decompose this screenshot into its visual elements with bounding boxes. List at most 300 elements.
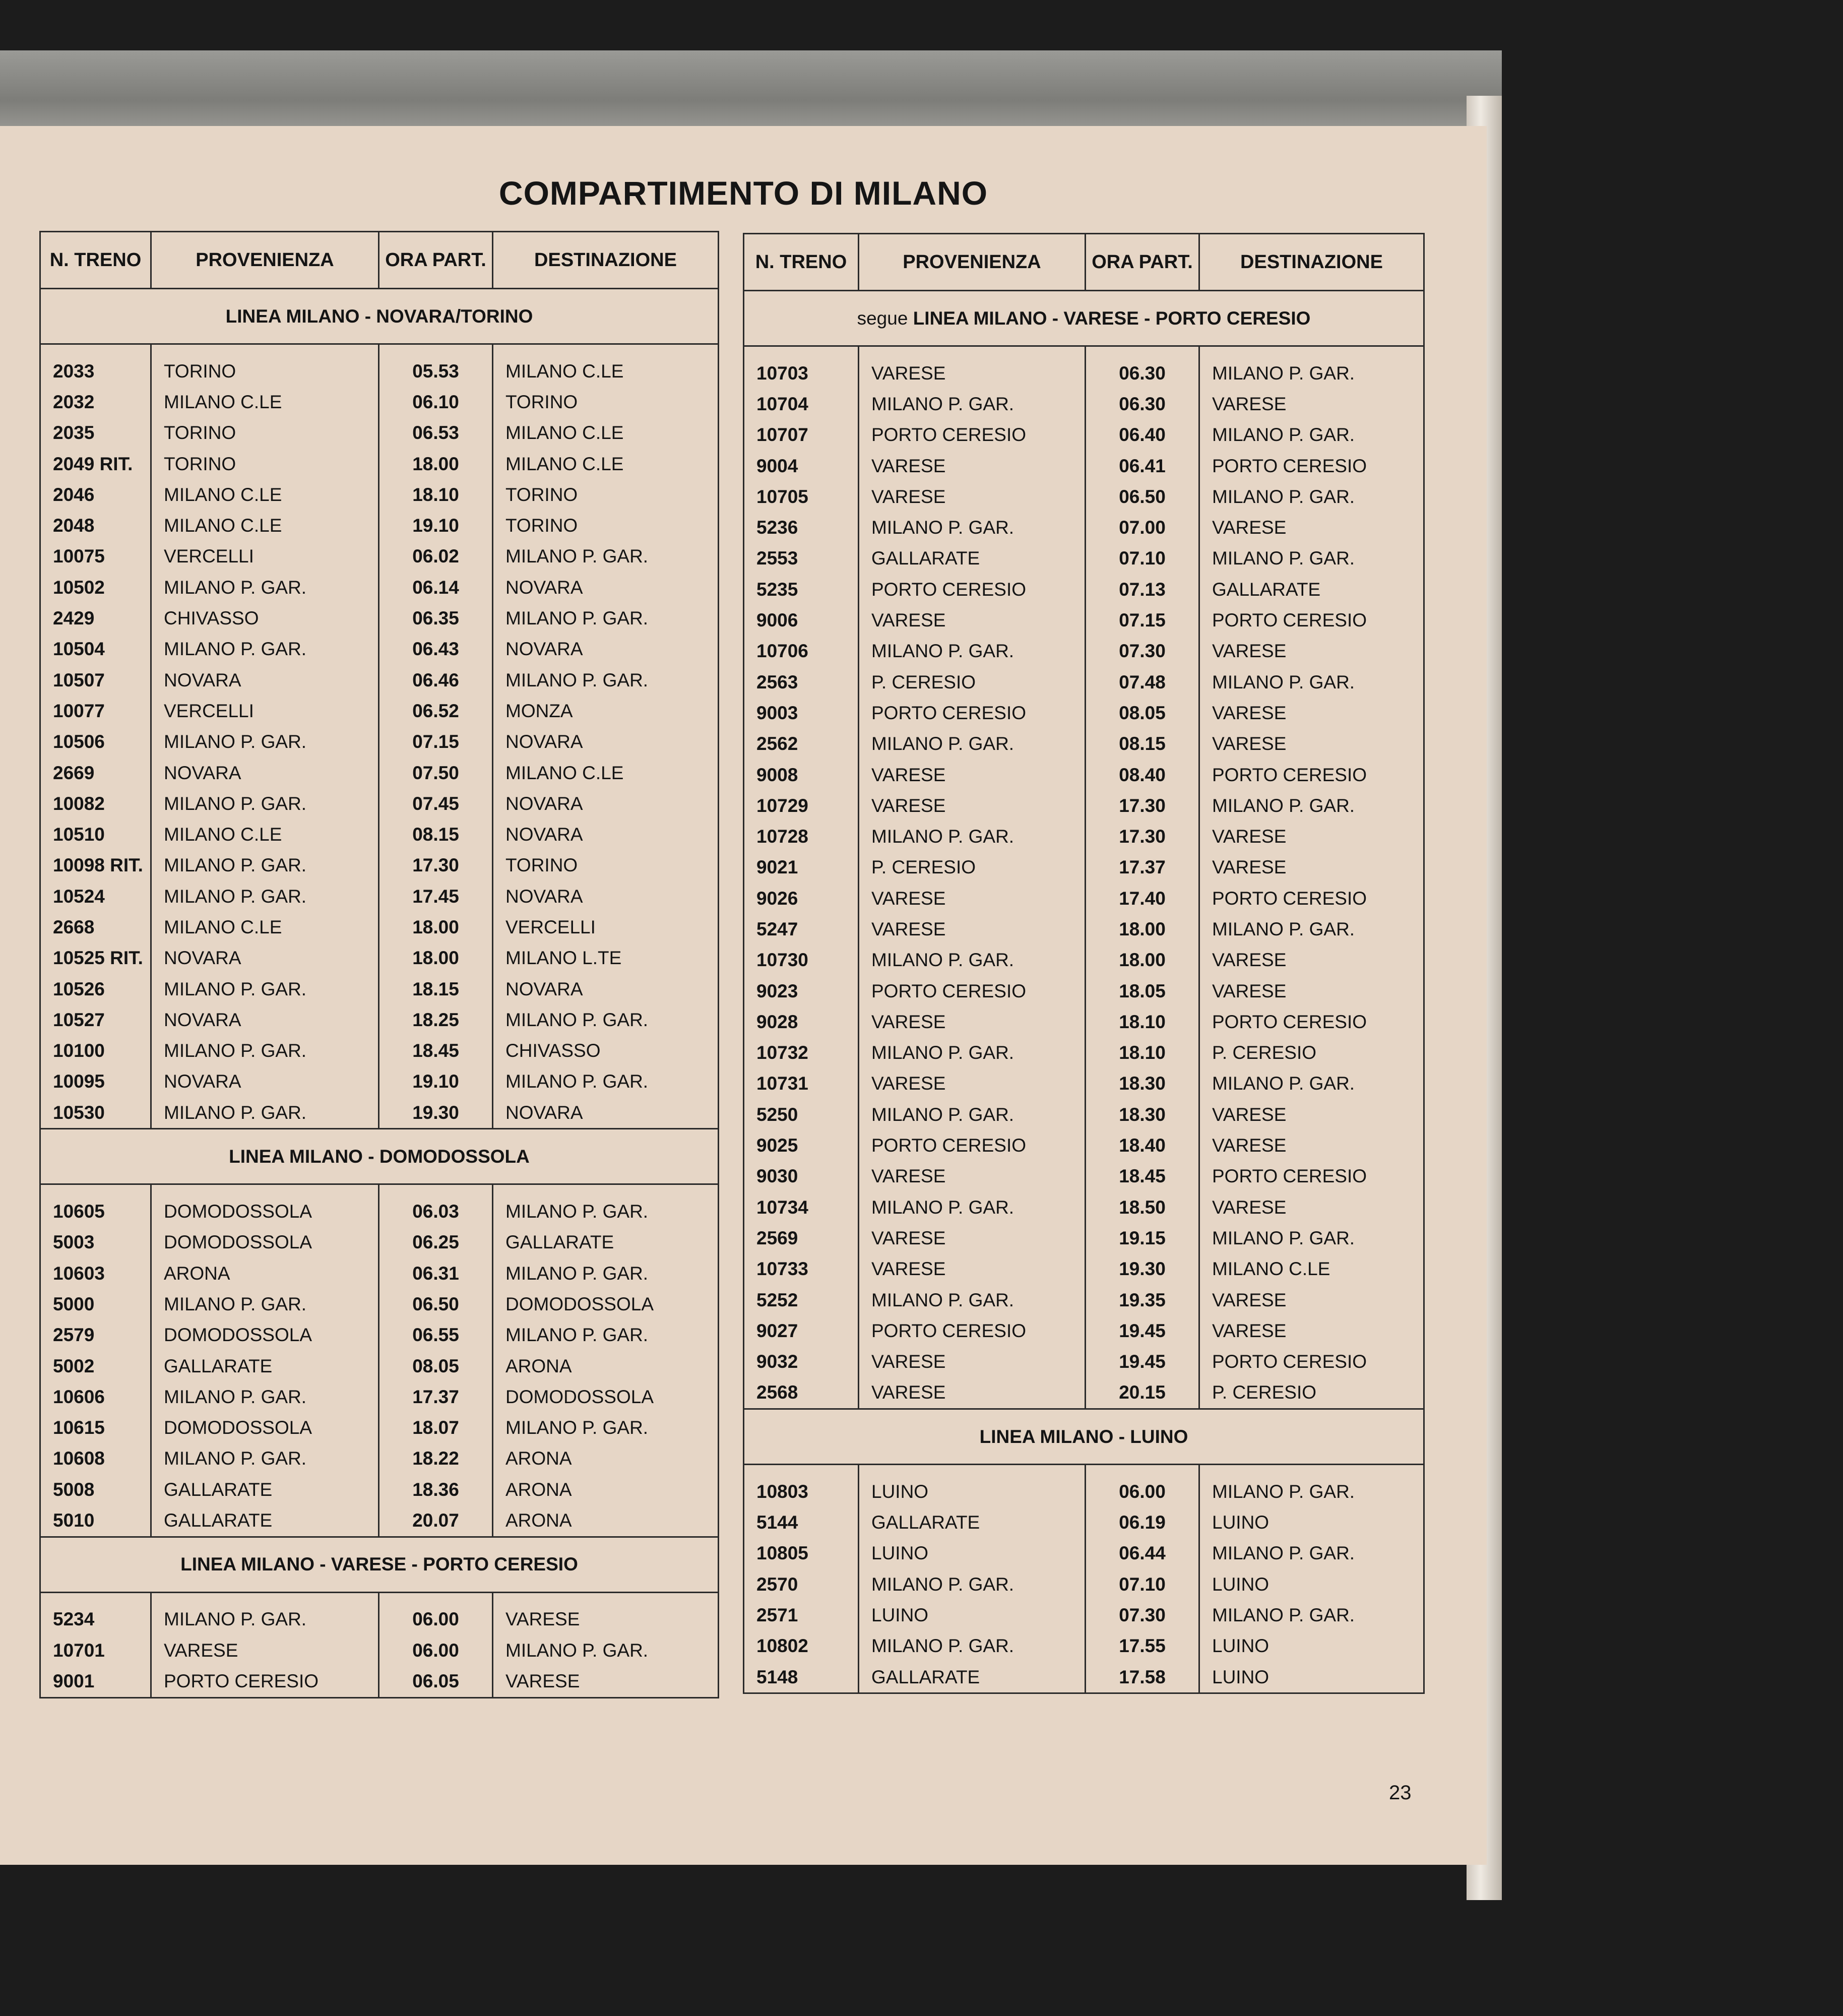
- table-row: [40, 603, 719, 634]
- destination-cell: VARESE: [1199, 852, 1424, 883]
- table-row: [744, 945, 1424, 976]
- destination-cell: MILANO P. GAR.: [493, 1320, 719, 1351]
- departure-time-cell: 07.50: [379, 758, 493, 788]
- page-number: 23: [1389, 1782, 1412, 1804]
- section-prefix: segue: [857, 307, 908, 329]
- origin-cell: GALLARATE: [151, 1351, 379, 1381]
- origin-cell: GALLARATE: [151, 1474, 379, 1505]
- destination-cell: MILANO P. GAR.: [1199, 1476, 1424, 1507]
- origin-cell: MILANO P. GAR.: [859, 389, 1086, 419]
- train-number-cell: 2579: [40, 1320, 151, 1351]
- departure-time-cell: 18.30: [1086, 1068, 1199, 1099]
- table-row: [744, 852, 1424, 883]
- train-number-cell: 10526: [40, 974, 151, 1004]
- origin-cell: MILANO P. GAR.: [859, 945, 1086, 976]
- departure-time-cell: 18.05: [1086, 976, 1199, 1006]
- table-row: [744, 1285, 1424, 1315]
- origin-cell: P. CERESIO: [859, 852, 1086, 883]
- departure-time-cell: 17.58: [1086, 1662, 1199, 1693]
- departure-time-cell: 06.00: [379, 1635, 493, 1666]
- origin-cell: LUINO: [859, 1476, 1086, 1507]
- origin-cell: MILANO P. GAR.: [859, 1631, 1086, 1662]
- table-row: [744, 543, 1424, 574]
- train-number-cell: 10704: [744, 389, 859, 419]
- table-row: [744, 481, 1424, 512]
- train-number-cell: 10606: [40, 1381, 151, 1412]
- table-row: [744, 698, 1424, 728]
- departure-time-cell: 19.30: [1086, 1254, 1199, 1285]
- header-origin: PROVENIENZA: [151, 232, 379, 289]
- origin-cell: MILANO P. GAR.: [151, 1604, 379, 1635]
- table-row: [40, 727, 719, 758]
- origin-cell: PORTO CERESIO: [151, 1666, 379, 1697]
- table-row: [744, 1223, 1424, 1253]
- origin-cell: VERCELLI: [151, 541, 379, 572]
- departure-time-cell: 17.37: [379, 1381, 493, 1412]
- departure-time-cell: 07.15: [379, 727, 493, 758]
- departure-time-cell: 06.30: [1086, 358, 1199, 389]
- departure-time-cell: 19.35: [1086, 1285, 1199, 1315]
- train-number-cell: 5010: [40, 1505, 151, 1537]
- destination-cell: MILANO L.TE: [493, 943, 719, 974]
- origin-cell: VARESE: [151, 1635, 379, 1666]
- departure-time-cell: 17.55: [1086, 1631, 1199, 1662]
- train-number-cell: 2563: [744, 667, 859, 698]
- departure-time-cell: 06.40: [1086, 420, 1199, 451]
- destination-cell: ARONA: [493, 1505, 719, 1537]
- origin-cell: NOVARA: [151, 1066, 379, 1097]
- destination-cell: MILANO P. GAR.: [493, 603, 719, 634]
- train-number-cell: 5235: [744, 574, 859, 605]
- train-number-cell: 2032: [40, 387, 151, 417]
- table-row: [744, 1254, 1424, 1285]
- spacer-cell: [40, 1184, 151, 1196]
- departure-time-cell: 17.30: [379, 850, 493, 881]
- origin-cell: MILANO C.LE: [151, 819, 379, 850]
- origin-cell: GALLARATE: [859, 1507, 1086, 1538]
- spacer-cell: [379, 344, 493, 356]
- departure-time-cell: 08.15: [379, 819, 493, 850]
- destination-cell: VERCELLI: [493, 912, 719, 942]
- train-number-cell: 2668: [40, 912, 151, 942]
- train-number-cell: 5003: [40, 1227, 151, 1258]
- table-row: [40, 449, 719, 479]
- header-train-number: N. TRENO: [40, 232, 151, 289]
- train-number-cell: 10731: [744, 1068, 859, 1099]
- destination-cell: LUINO: [1199, 1662, 1424, 1693]
- departure-time-cell: 20.15: [1086, 1377, 1199, 1409]
- table-row: [40, 1258, 719, 1289]
- origin-cell: P. CERESIO: [859, 667, 1086, 698]
- departure-time-cell: 18.00: [379, 943, 493, 974]
- origin-cell: MILANO P. GAR.: [151, 1097, 379, 1129]
- departure-time-cell: 07.10: [1086, 543, 1199, 574]
- train-number-cell: 10705: [744, 481, 859, 512]
- destination-cell: VARESE: [1199, 1192, 1424, 1223]
- table-row: [40, 1036, 719, 1066]
- origin-cell: MILANO P. GAR.: [859, 1192, 1086, 1223]
- destination-cell: MILANO P. GAR.: [1199, 667, 1424, 698]
- destination-cell: MILANO C.LE: [493, 449, 719, 479]
- origin-cell: VARESE: [859, 790, 1086, 821]
- destination-cell: LUINO: [1199, 1569, 1424, 1600]
- spacer-cell: [1086, 1465, 1199, 1477]
- departure-time-cell: 06.53: [379, 418, 493, 449]
- train-number-cell: 10605: [40, 1196, 151, 1227]
- destination-cell: TORINO: [493, 850, 719, 881]
- origin-cell: PORTO CERESIO: [859, 420, 1086, 451]
- table-row: [40, 1320, 719, 1351]
- train-number-cell: 2562: [744, 729, 859, 760]
- destination-cell: TORINO: [493, 479, 719, 510]
- spacer-cell: [151, 1592, 379, 1604]
- origin-cell: MILANO P. GAR.: [151, 1036, 379, 1066]
- origin-cell: VARESE: [859, 1161, 1086, 1192]
- header-origin: PROVENIENZA: [859, 234, 1086, 291]
- departure-time-cell: 07.13: [1086, 574, 1199, 605]
- origin-cell: MILANO P. GAR.: [151, 850, 379, 881]
- train-number-cell: 9025: [744, 1130, 859, 1161]
- table-row: [40, 943, 719, 974]
- destination-cell: ARONA: [493, 1443, 719, 1474]
- destination-cell: VARESE: [1199, 389, 1424, 419]
- destination-cell: NOVARA: [493, 819, 719, 850]
- destination-cell: DOMODOSSOLA: [493, 1381, 719, 1412]
- section-spacer: [40, 1592, 719, 1604]
- departure-time-cell: 08.05: [1086, 698, 1199, 728]
- destination-cell: VARESE: [1199, 1285, 1424, 1315]
- table-row: [40, 1635, 719, 1666]
- destination-cell: PORTO CERESIO: [1199, 451, 1424, 481]
- train-number-cell: 5250: [744, 1099, 859, 1130]
- table-row: [744, 420, 1424, 451]
- section-header-row: [744, 1409, 1424, 1465]
- section-name: LINEA MILANO - NOVARA/TORINO: [225, 305, 533, 327]
- departure-time-cell: 08.05: [379, 1351, 493, 1381]
- table-row: [40, 418, 719, 449]
- table-row: [40, 974, 719, 1004]
- table-row: [40, 479, 719, 510]
- origin-cell: MILANO P. GAR.: [151, 1443, 379, 1474]
- train-number-cell: 5002: [40, 1351, 151, 1381]
- section-name: LINEA MILANO - VARESE - PORTO CERESIO: [913, 307, 1311, 329]
- destination-cell: MILANO P. GAR.: [1199, 1068, 1424, 1099]
- section-header-row: [744, 291, 1424, 346]
- table-row: [40, 1666, 719, 1697]
- destination-cell: MILANO C.LE: [1199, 1254, 1424, 1285]
- departure-time-cell: 18.00: [379, 449, 493, 479]
- section-spacer: [744, 346, 1424, 358]
- origin-cell: PORTO CERESIO: [859, 976, 1086, 1006]
- destination-cell: PORTO CERESIO: [1199, 605, 1424, 636]
- departure-time-cell: 07.45: [379, 788, 493, 819]
- table-row: [40, 696, 719, 726]
- departure-time-cell: 06.02: [379, 541, 493, 572]
- table-row: [744, 976, 1424, 1006]
- origin-cell: ARONA: [151, 1258, 379, 1289]
- train-number-cell: 2046: [40, 479, 151, 510]
- train-number-cell: 9004: [744, 451, 859, 481]
- origin-cell: MILANO P. GAR.: [859, 1099, 1086, 1130]
- departure-time-cell: 06.55: [379, 1320, 493, 1351]
- origin-cell: GALLARATE: [859, 1662, 1086, 1693]
- section-spacer: [744, 1465, 1424, 1477]
- departure-time-cell: 06.44: [1086, 1538, 1199, 1569]
- table-row: [744, 605, 1424, 636]
- origin-cell: MILANO C.LE: [151, 387, 379, 417]
- origin-cell: VARESE: [859, 481, 1086, 512]
- destination-cell: P. CERESIO: [1199, 1038, 1424, 1068]
- departure-time-cell: 18.10: [1086, 1038, 1199, 1068]
- destination-cell: PORTO CERESIO: [1199, 883, 1424, 914]
- destination-cell: CHIVASSO: [493, 1036, 719, 1066]
- spacer-cell: [379, 1592, 493, 1604]
- origin-cell: VARESE: [859, 914, 1086, 944]
- origin-cell: VARESE: [859, 1377, 1086, 1409]
- section-spacer: [40, 344, 719, 356]
- header-row: [744, 234, 1424, 291]
- origin-cell: MILANO P. GAR.: [151, 1289, 379, 1319]
- table-row: [40, 1413, 719, 1443]
- destination-cell: P. CERESIO: [1199, 1377, 1424, 1409]
- table-row: [744, 1038, 1424, 1068]
- destination-cell: MILANO P. GAR.: [493, 1413, 719, 1443]
- origin-cell: PORTO CERESIO: [859, 698, 1086, 728]
- departure-time-cell: 07.00: [1086, 512, 1199, 543]
- departure-time-cell: 06.50: [1086, 481, 1199, 512]
- train-number-cell: 10506: [40, 727, 151, 758]
- origin-cell: MILANO P. GAR.: [151, 572, 379, 603]
- origin-cell: VARESE: [859, 760, 1086, 790]
- origin-cell: NOVARA: [151, 1004, 379, 1035]
- train-number-cell: 9008: [744, 760, 859, 790]
- table-row: [744, 1600, 1424, 1630]
- origin-cell: VARESE: [859, 1068, 1086, 1099]
- table-row: [744, 451, 1424, 481]
- section-spacer: [40, 1184, 719, 1196]
- origin-cell: MILANO P. GAR.: [151, 974, 379, 1004]
- train-number-cell: 10502: [40, 572, 151, 603]
- table-row: [40, 1066, 719, 1097]
- train-number-cell: 10730: [744, 945, 859, 976]
- page-title: COMPARTIMENTO DI MILANO: [498, 174, 988, 212]
- section-title: [40, 1537, 719, 1592]
- train-number-cell: 5000: [40, 1289, 151, 1319]
- destination-cell: NOVARA: [493, 634, 719, 665]
- train-number-cell: 2669: [40, 758, 151, 788]
- train-number-cell: 9030: [744, 1161, 859, 1192]
- train-number-cell: 2553: [744, 543, 859, 574]
- train-number-cell: 5008: [40, 1474, 151, 1505]
- destination-cell: VARESE: [1199, 512, 1424, 543]
- origin-cell: MILANO P. GAR.: [151, 788, 379, 819]
- departure-time-cell: 06.25: [379, 1227, 493, 1258]
- departure-time-cell: 06.14: [379, 572, 493, 603]
- destination-cell: NOVARA: [493, 727, 719, 758]
- departure-time-cell: 19.15: [1086, 1223, 1199, 1253]
- table-row: [40, 634, 719, 665]
- origin-cell: MILANO P. GAR.: [859, 821, 1086, 852]
- spacer-cell: [151, 344, 379, 356]
- table-row: [40, 572, 719, 603]
- origin-cell: MILANO P. GAR.: [859, 636, 1086, 667]
- train-number-cell: 9023: [744, 976, 859, 1006]
- table-row: [744, 636, 1424, 667]
- table-row: [40, 788, 719, 819]
- destination-cell: MILANO P. GAR.: [493, 665, 719, 696]
- spacer-cell: [859, 1465, 1086, 1477]
- table-row: [744, 790, 1424, 821]
- train-number-cell: 2049 RIT.: [40, 449, 151, 479]
- destination-cell: MILANO P. GAR.: [1199, 481, 1424, 512]
- destination-cell: MILANO P. GAR.: [493, 1635, 719, 1666]
- spacer-cell: [40, 344, 151, 356]
- table-row: [40, 510, 719, 541]
- destination-cell: MILANO P. GAR.: [1199, 790, 1424, 821]
- origin-cell: DOMODOSSOLA: [151, 1320, 379, 1351]
- table-row: [744, 574, 1424, 605]
- train-number-cell: 2035: [40, 418, 151, 449]
- spacer-cell: [1086, 346, 1199, 358]
- departure-time-cell: 07.10: [1086, 1569, 1199, 1600]
- destination-cell: MILANO P. GAR.: [1199, 420, 1424, 451]
- destination-cell: NOVARA: [493, 974, 719, 1004]
- table-row: [744, 358, 1424, 389]
- destination-cell: MILANO P. GAR.: [1199, 1600, 1424, 1630]
- destination-cell: MILANO P. GAR.: [493, 1258, 719, 1289]
- origin-cell: PORTO CERESIO: [859, 1315, 1086, 1346]
- departure-time-cell: 06.03: [379, 1196, 493, 1227]
- section-header-row: [40, 1129, 719, 1184]
- departure-time-cell: 20.07: [379, 1505, 493, 1537]
- table-row: [744, 512, 1424, 543]
- table-row: [744, 821, 1424, 852]
- table-row: [40, 1474, 719, 1505]
- departure-time-cell: 06.50: [379, 1289, 493, 1319]
- departure-time-cell: 18.15: [379, 974, 493, 1004]
- train-number-cell: 9027: [744, 1315, 859, 1346]
- table-row: [744, 1068, 1424, 1099]
- table-row: [744, 389, 1424, 419]
- destination-cell: MILANO P. GAR.: [493, 1196, 719, 1227]
- departure-time-cell: 19.10: [379, 510, 493, 541]
- departure-time-cell: 18.40: [1086, 1130, 1199, 1161]
- table-row: [744, 914, 1424, 944]
- train-number-cell: 10507: [40, 665, 151, 696]
- train-number-cell: 2429: [40, 603, 151, 634]
- train-number-cell: 10095: [40, 1066, 151, 1097]
- section-header-row: [40, 1537, 719, 1592]
- departure-time-cell: 08.40: [1086, 760, 1199, 790]
- destination-cell: DOMODOSSOLA: [493, 1289, 719, 1319]
- table-row: [744, 729, 1424, 760]
- spacer-cell: [744, 346, 859, 358]
- train-number-cell: 10100: [40, 1036, 151, 1066]
- destination-cell: TORINO: [493, 510, 719, 541]
- departure-time-cell: 18.10: [379, 479, 493, 510]
- table-row: [744, 1161, 1424, 1192]
- section-name: LINEA MILANO - VARESE - PORTO CERESIO: [180, 1554, 578, 1575]
- origin-cell: VARESE: [859, 1006, 1086, 1037]
- table-row: [40, 1381, 719, 1412]
- destination-cell: MILANO P. GAR.: [493, 541, 719, 572]
- header-row: [40, 232, 719, 289]
- destination-cell: MILANO P. GAR.: [493, 1004, 719, 1035]
- origin-cell: NOVARA: [151, 943, 379, 974]
- origin-cell: VARESE: [859, 358, 1086, 389]
- destination-cell: LUINO: [1199, 1507, 1424, 1538]
- train-number-cell: 9026: [744, 883, 859, 914]
- departure-time-cell: 19.10: [379, 1066, 493, 1097]
- destination-cell: NOVARA: [493, 881, 719, 912]
- train-number-cell: 10729: [744, 790, 859, 821]
- table-row: [40, 1227, 719, 1258]
- departure-time-cell: 19.45: [1086, 1315, 1199, 1346]
- train-number-cell: 2033: [40, 356, 151, 387]
- destination-cell: NOVARA: [493, 1097, 719, 1129]
- train-number-cell: 10527: [40, 1004, 151, 1035]
- destination-cell: NOVARA: [493, 572, 719, 603]
- origin-cell: TORINO: [151, 356, 379, 387]
- origin-cell: MILANO P. GAR.: [151, 1381, 379, 1412]
- origin-cell: DOMODOSSOLA: [151, 1196, 379, 1227]
- destination-cell: ARONA: [493, 1474, 719, 1505]
- train-number-cell: 5247: [744, 914, 859, 944]
- table-row: [40, 1604, 719, 1635]
- table-row: [744, 1569, 1424, 1600]
- train-number-cell: 10098 RIT.: [40, 850, 151, 881]
- table-row: [40, 541, 719, 572]
- departure-time-cell: 07.30: [1086, 1600, 1199, 1630]
- origin-cell: VARESE: [859, 883, 1086, 914]
- table-row: [744, 667, 1424, 698]
- departure-time-cell: 06.52: [379, 696, 493, 726]
- left-timetable: [39, 231, 719, 1698]
- table-row: [744, 1631, 1424, 1662]
- table-row: [40, 1196, 719, 1227]
- origin-cell: VARESE: [859, 1347, 1086, 1377]
- table-row: [744, 1662, 1424, 1693]
- departure-time-cell: 06.43: [379, 634, 493, 665]
- departure-time-cell: 18.25: [379, 1004, 493, 1035]
- train-number-cell: 10734: [744, 1192, 859, 1223]
- spacer-cell: [379, 1184, 493, 1196]
- destination-cell: VARESE: [1199, 698, 1424, 728]
- destination-cell: VARESE: [1199, 729, 1424, 760]
- origin-cell: MILANO C.LE: [151, 479, 379, 510]
- right-timetable: [743, 233, 1425, 1694]
- train-number-cell: 10728: [744, 821, 859, 852]
- destination-cell: VARESE: [493, 1666, 719, 1697]
- departure-time-cell: 06.41: [1086, 451, 1199, 481]
- table-row: [40, 819, 719, 850]
- spacer-cell: [859, 346, 1086, 358]
- train-number-cell: 10608: [40, 1443, 151, 1474]
- table-row: [744, 1315, 1424, 1346]
- departure-time-cell: 06.00: [1086, 1476, 1199, 1507]
- train-number-cell: 2569: [744, 1223, 859, 1253]
- table-row: [40, 1443, 719, 1474]
- train-number-cell: 10603: [40, 1258, 151, 1289]
- destination-cell: PORTO CERESIO: [1199, 1347, 1424, 1377]
- train-number-cell: 10733: [744, 1254, 859, 1285]
- table-row: [744, 1507, 1424, 1538]
- table-row: [744, 1006, 1424, 1037]
- departure-time-cell: 07.15: [1086, 605, 1199, 636]
- destination-cell: ARONA: [493, 1351, 719, 1381]
- destination-cell: VARESE: [493, 1604, 719, 1635]
- departure-time-cell: 18.36: [379, 1474, 493, 1505]
